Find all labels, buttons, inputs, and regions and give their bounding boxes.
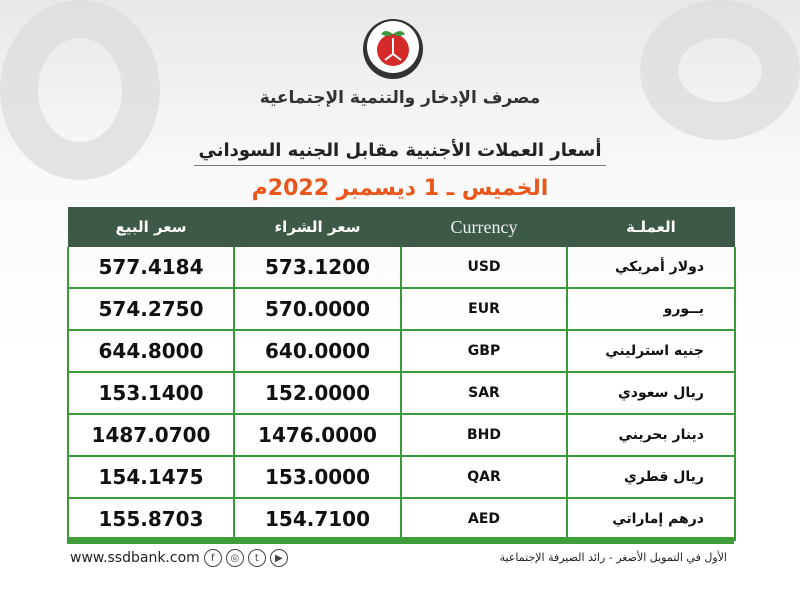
sell-cell: 154.1475 [68,456,234,498]
page-subtitle: أسعار العملات الأجنبية مقابل الجنيه السوداني [194,140,605,166]
subtitle-container [0,140,800,166]
currency-name-cell: درهم إماراتي [567,498,735,540]
date-label: الخميس ـ 1 ديسمبر 2022م [251,176,549,201]
buy-cell: 154.7100 [234,498,401,540]
currency-code-cell: SAR [401,372,567,414]
currency-name-cell: يــورو [567,288,735,330]
footer-links [70,549,288,567]
facebook-icon[interactable]: f [204,549,222,567]
table-row [68,330,735,372]
header-sell: سعر البيع [68,207,234,247]
bank-logo [358,12,428,82]
currency-code-cell: GBP [401,330,567,372]
sell-cell: 153.1400 [68,372,234,414]
gear-watermark [640,0,800,140]
currency-code-cell: AED [401,498,567,540]
buy-cell: 153.0000 [234,456,401,498]
bottom-bar [67,537,734,544]
sell-cell: 574.2750 [68,288,234,330]
currency-code-cell: BHD [401,414,567,456]
sell-cell: 1487.0700 [68,414,234,456]
header-currency: Currency [401,207,567,247]
sell-cell: 644.8000 [68,330,234,372]
buy-cell: 1476.0000 [234,414,401,456]
website-link[interactable]: www.ssdbank.com [70,550,200,566]
buy-cell: 640.0000 [234,330,401,372]
twitter-icon[interactable]: t [248,549,266,567]
exchange-rates-table [67,207,736,541]
currency-name-cell: ريال سعودي [567,372,735,414]
sell-cell: 577.4184 [68,247,234,288]
sell-cell: 155.8703 [68,498,234,540]
currency-name-cell: دولار أمريكي [567,247,735,288]
currency-name-cell: ريال قطري [567,456,735,498]
table-row [68,456,735,498]
buy-cell: 570.0000 [234,288,401,330]
header-buy: سعر الشراء [234,207,401,247]
currency-name-cell: جنيه استرليني [567,330,735,372]
currency-code-cell: USD [401,247,567,288]
table-row [68,498,735,540]
buy-cell: 573.1200 [234,247,401,288]
header-name: العملـة [567,207,735,247]
currency-name-cell: دينار بحريني [567,414,735,456]
table-row [68,288,735,330]
currency-code-cell: QAR [401,456,567,498]
table-row [68,247,735,288]
footer-slogan: الأول في التمويل الأصغر - رائد الصيرفة الإجتماعية [499,551,727,564]
buy-cell: 152.0000 [234,372,401,414]
youtube-icon[interactable]: ▶ [270,549,288,567]
table-row [68,372,735,414]
table-header [68,207,735,247]
currency-code-cell: EUR [401,288,567,330]
bank-name: مصرف الإدخار والتنمية الإجتماعية [259,88,541,108]
instagram-icon[interactable]: ◎ [226,549,244,567]
table-row [68,414,735,456]
